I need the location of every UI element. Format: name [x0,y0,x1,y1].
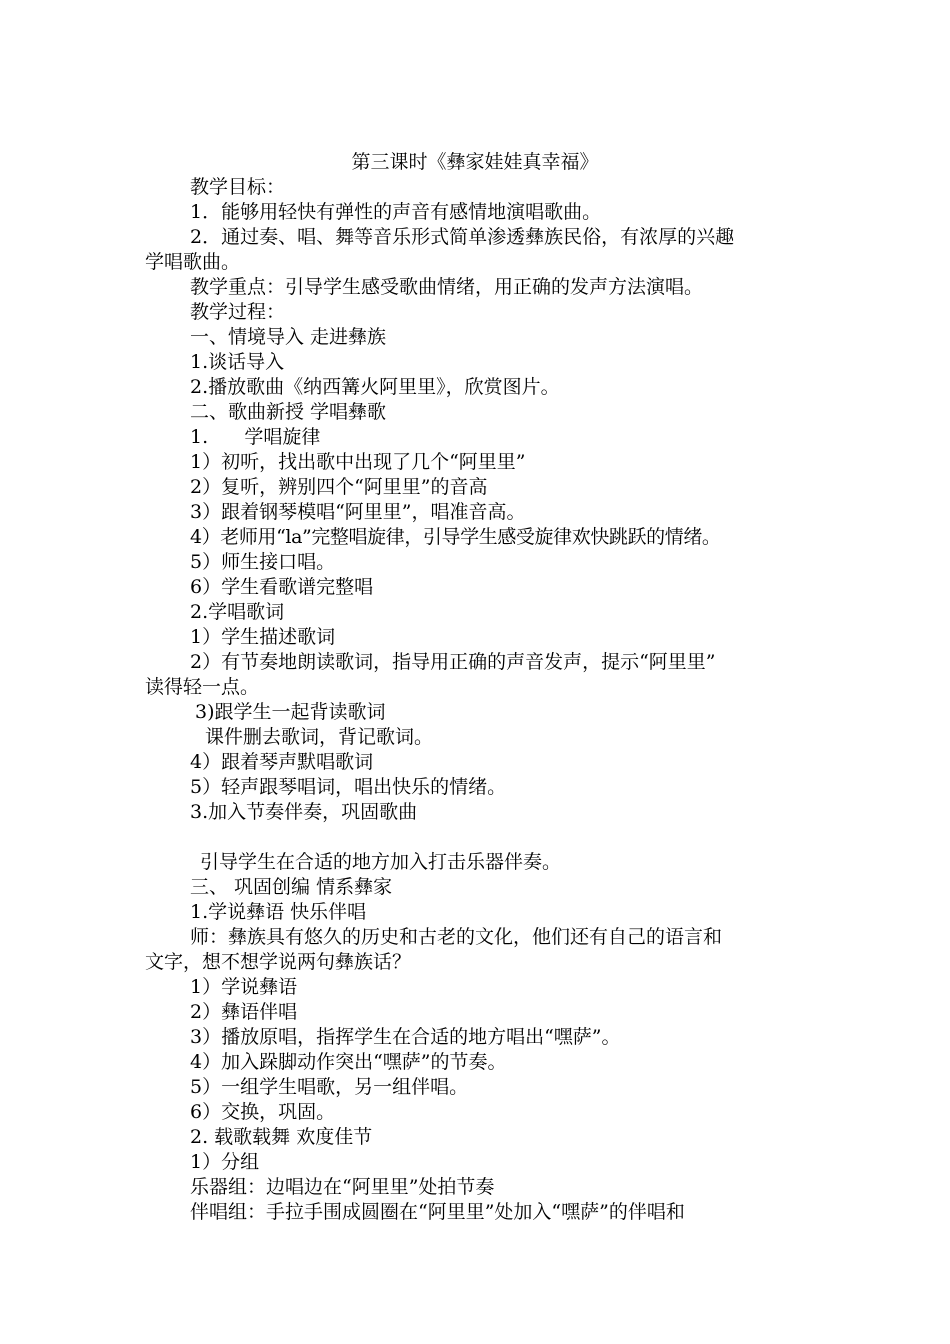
text-line: 1）初听，找出歌中出现了几个“阿里里” [190,451,526,473]
text-line: 5）师生接口唱。 [190,551,336,573]
text-line: 2.播放歌曲《纳西篝火阿里里》，欣赏图片。 [190,376,560,398]
text-line: 5）轻声跟琴唱词，唱出快乐的情绪。 [190,776,507,798]
text-line: 1）学生描述歌词 [190,626,336,648]
text-line: 2）有节奏地朗读歌词，指导用正确的声音发声，提示“阿里里” [190,651,716,673]
lesson-title: 第三课时《彝家娃娃真幸福》 [351,151,599,173]
text-line: 乐器组：边唱边在“阿里里”处拍节奏 [190,1176,495,1198]
text-line: 3.加入节奏伴奏，巩固歌曲 [190,801,418,823]
text-line: 读得轻一点。 [145,676,260,698]
text-line: 4）跟着琴声默唱歌词 [190,751,374,773]
text-line: 教学重点：引导学生感受歌曲情绪，用正确的发声方法演唱。 [190,276,704,298]
text-line: 1）学说彝语 [190,976,298,998]
text-line: 2. 载歌载舞 欢度佳节 [190,1126,373,1148]
text-line: 2．通过奏、唱、舞等音乐形式简单渗透彝族民俗，有浓厚的兴趣 [190,226,735,248]
text-line: 1.谈话导入 [190,351,285,373]
text-line: 1.学说彝语 快乐伴唱 [190,901,367,923]
text-line: 6）交换，巩固。 [190,1101,336,1123]
text-line: 2）彝语伴唱 [190,1001,298,1023]
text-line: 1．能够用轻快有弹性的声音有感情地演唱歌曲。 [190,201,602,223]
text-line: 4）加入跺脚动作突出“嘿萨”的节奏。 [190,1051,507,1073]
text-line: 1）分组 [190,1151,260,1173]
text-line: 3）播放原唱，指挥学生在合适的地方唱出“嘿萨”。 [190,1026,621,1048]
text-line: 课件删去歌词，背记歌词。 [205,726,434,748]
text-line: 2.学唱歌词 [190,601,285,623]
text-line: 2）复听，辨别四个“阿里里”的音高 [190,476,488,498]
text-line: 伴唱组：手拉手围成圆圈在“阿里里”处加入“嘿萨”的伴唱和 [190,1201,685,1223]
text-line: 3）跟着钢琴模唱“阿里里”，唱准音高。 [190,501,526,523]
text-line: 文字，想不想学说两句彝族话？ [145,951,412,973]
text-line: 4）老师用“la”完整唱旋律，引导学生感受旋律欢快跳跃的情绪。 [190,526,721,548]
text-line: 引导学生在合适的地方加入打击乐器伴奏。 [200,851,562,873]
text-line: 1. 学唱旋律 [190,426,321,448]
text-line: 学唱歌曲。 [145,251,241,273]
text-line: 教学目标： [190,176,286,198]
text-line: 6）学生看歌谱完整唱 [190,576,374,598]
text-line: 教学过程： [190,301,286,323]
text-line: 5）一组学生唱歌，另一组伴唱。 [190,1076,469,1098]
text-line: 师：彝族具有悠久的历史和古老的文化，他们还有自己的语言和 [190,926,723,948]
section-heading: 二、歌曲新授 学唱彝歌 [190,401,387,423]
section-heading: 三、 巩固创编 情系彝家 [190,876,393,898]
text-line: 3)跟学生一起背读歌词 [195,701,386,723]
section-heading: 一、情境导入 走进彝族 [190,326,387,348]
